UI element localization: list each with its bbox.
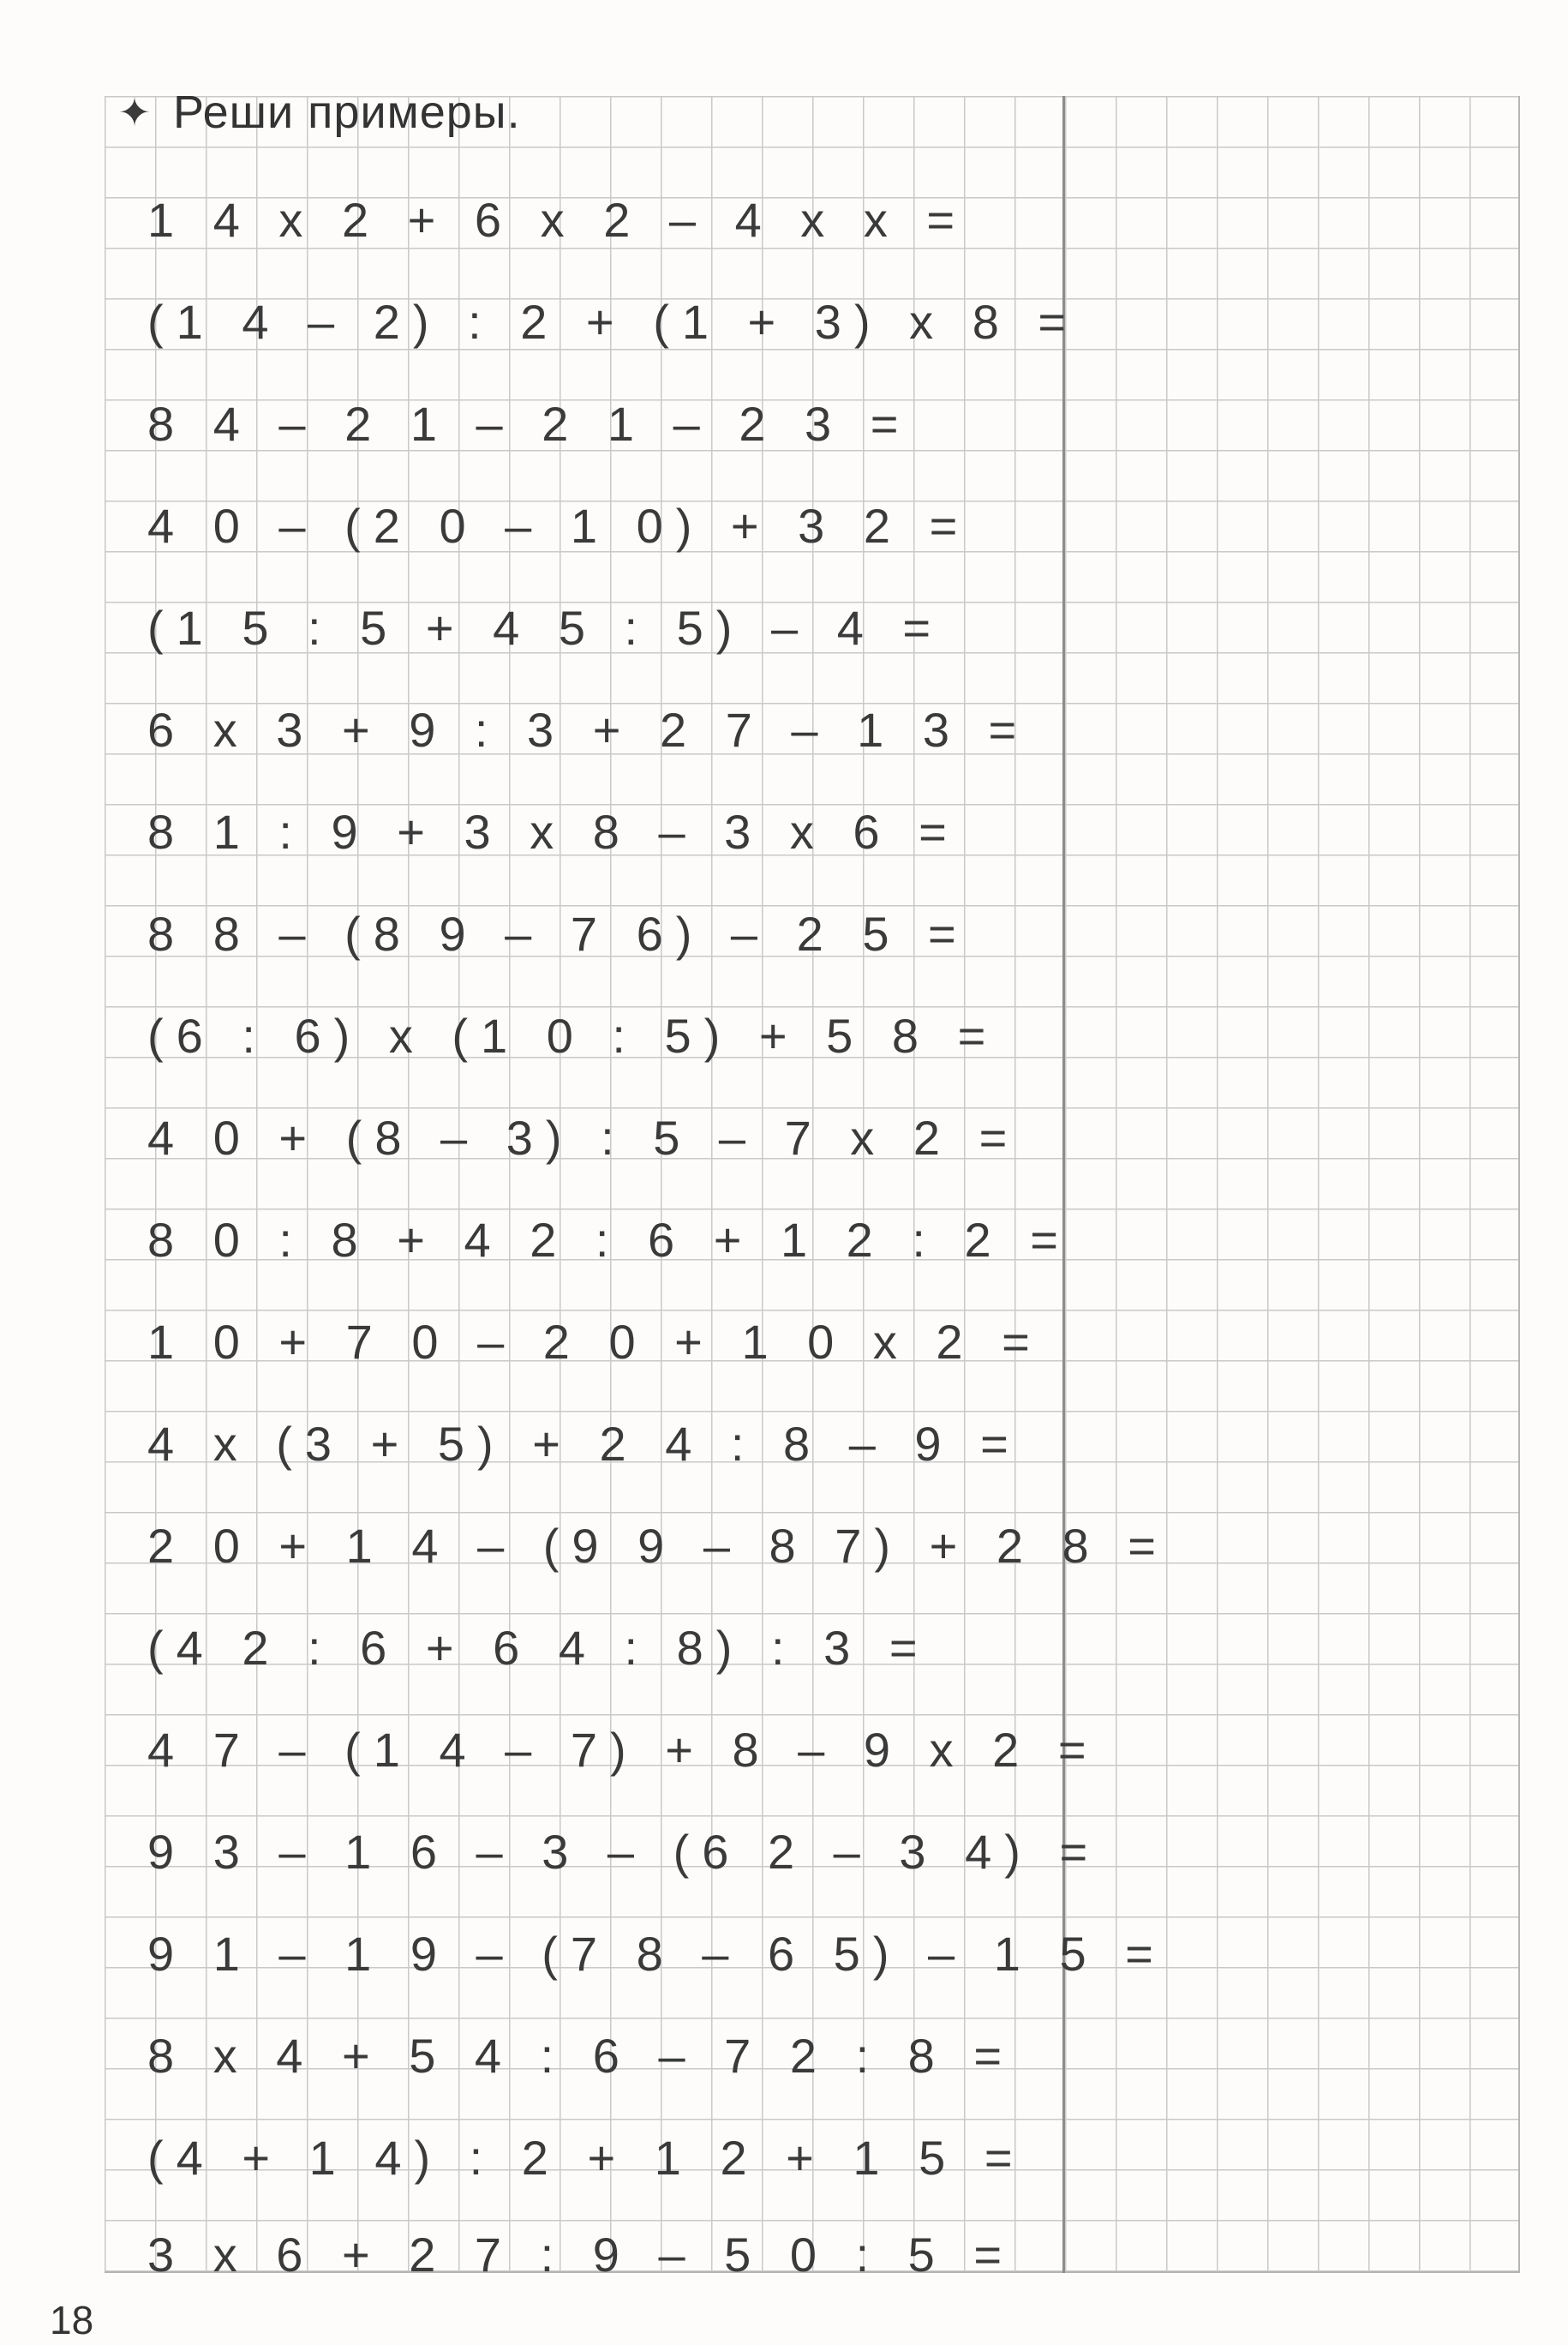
problem-16: 4 7 – (1 4 – 7) + 8 – 9 x 2 = xyxy=(147,1723,1099,1777)
problem-10: 4 0 + (8 – 3) : 5 – 7 x 2 = xyxy=(147,1111,1020,1165)
problem-21: 3 x 6 + 2 7 : 9 – 5 0 : 5 = xyxy=(147,2228,1015,2282)
problem-9: (6 : 6) x (1 0 : 5) + 5 8 = xyxy=(147,1009,999,1063)
problem-11: 8 0 : 8 + 4 2 : 6 + 1 2 : 2 = xyxy=(147,1213,1071,1267)
task-header xyxy=(105,82,521,142)
problem-1: 1 4 x 2 + 6 x 2 – 4 x x = xyxy=(147,193,968,247)
problem-17: 9 3 – 1 6 – 3 – (6 2 – 3 4) = xyxy=(147,1825,1101,1879)
problem-13: 4 x (3 + 5) + 2 4 : 8 – 9 = xyxy=(147,1417,1021,1471)
problem-2: (1 4 – 2) : 2 + (1 + 3) x 8 = xyxy=(147,295,1080,349)
problem-14: 2 0 + 1 4 – (9 9 – 8 7) + 2 8 = xyxy=(147,1519,1169,1573)
problem-8: 8 8 – (8 9 – 7 6) – 2 5 = xyxy=(147,907,969,961)
problem-12: 1 0 + 7 0 – 2 0 + 1 0 x 2 = xyxy=(147,1315,1043,1369)
task-title: Реши примеры. xyxy=(173,87,521,138)
problem-6: 6 x 3 + 9 : 3 + 2 7 – 1 3 = xyxy=(147,703,1030,757)
problem-4: 4 0 – (2 0 – 1 0) + 3 2 = xyxy=(147,499,971,553)
problem-20: (4 + 1 4) : 2 + 1 2 + 1 5 = xyxy=(147,2131,1026,2185)
problem-15: (4 2 : 6 + 6 4 : 8) : 3 = xyxy=(147,1621,931,1675)
page-number: 18 xyxy=(50,2298,94,2342)
four-pointed-star-icon: ✦ xyxy=(117,89,152,135)
problem-5: (1 5 : 5 + 4 5 : 5) – 4 = xyxy=(147,601,944,655)
problem-7: 8 1 : 9 + 3 x 8 – 3 x 6 = xyxy=(147,805,960,859)
problem-18: 9 1 – 1 9 – (7 8 – 6 5) – 1 5 = xyxy=(147,1927,1166,1981)
problem-3: 8 4 – 2 1 – 2 1 – 2 3 = xyxy=(147,397,912,451)
problem-19: 8 x 4 + 5 4 : 6 – 7 2 : 8 = xyxy=(147,2029,1015,2083)
